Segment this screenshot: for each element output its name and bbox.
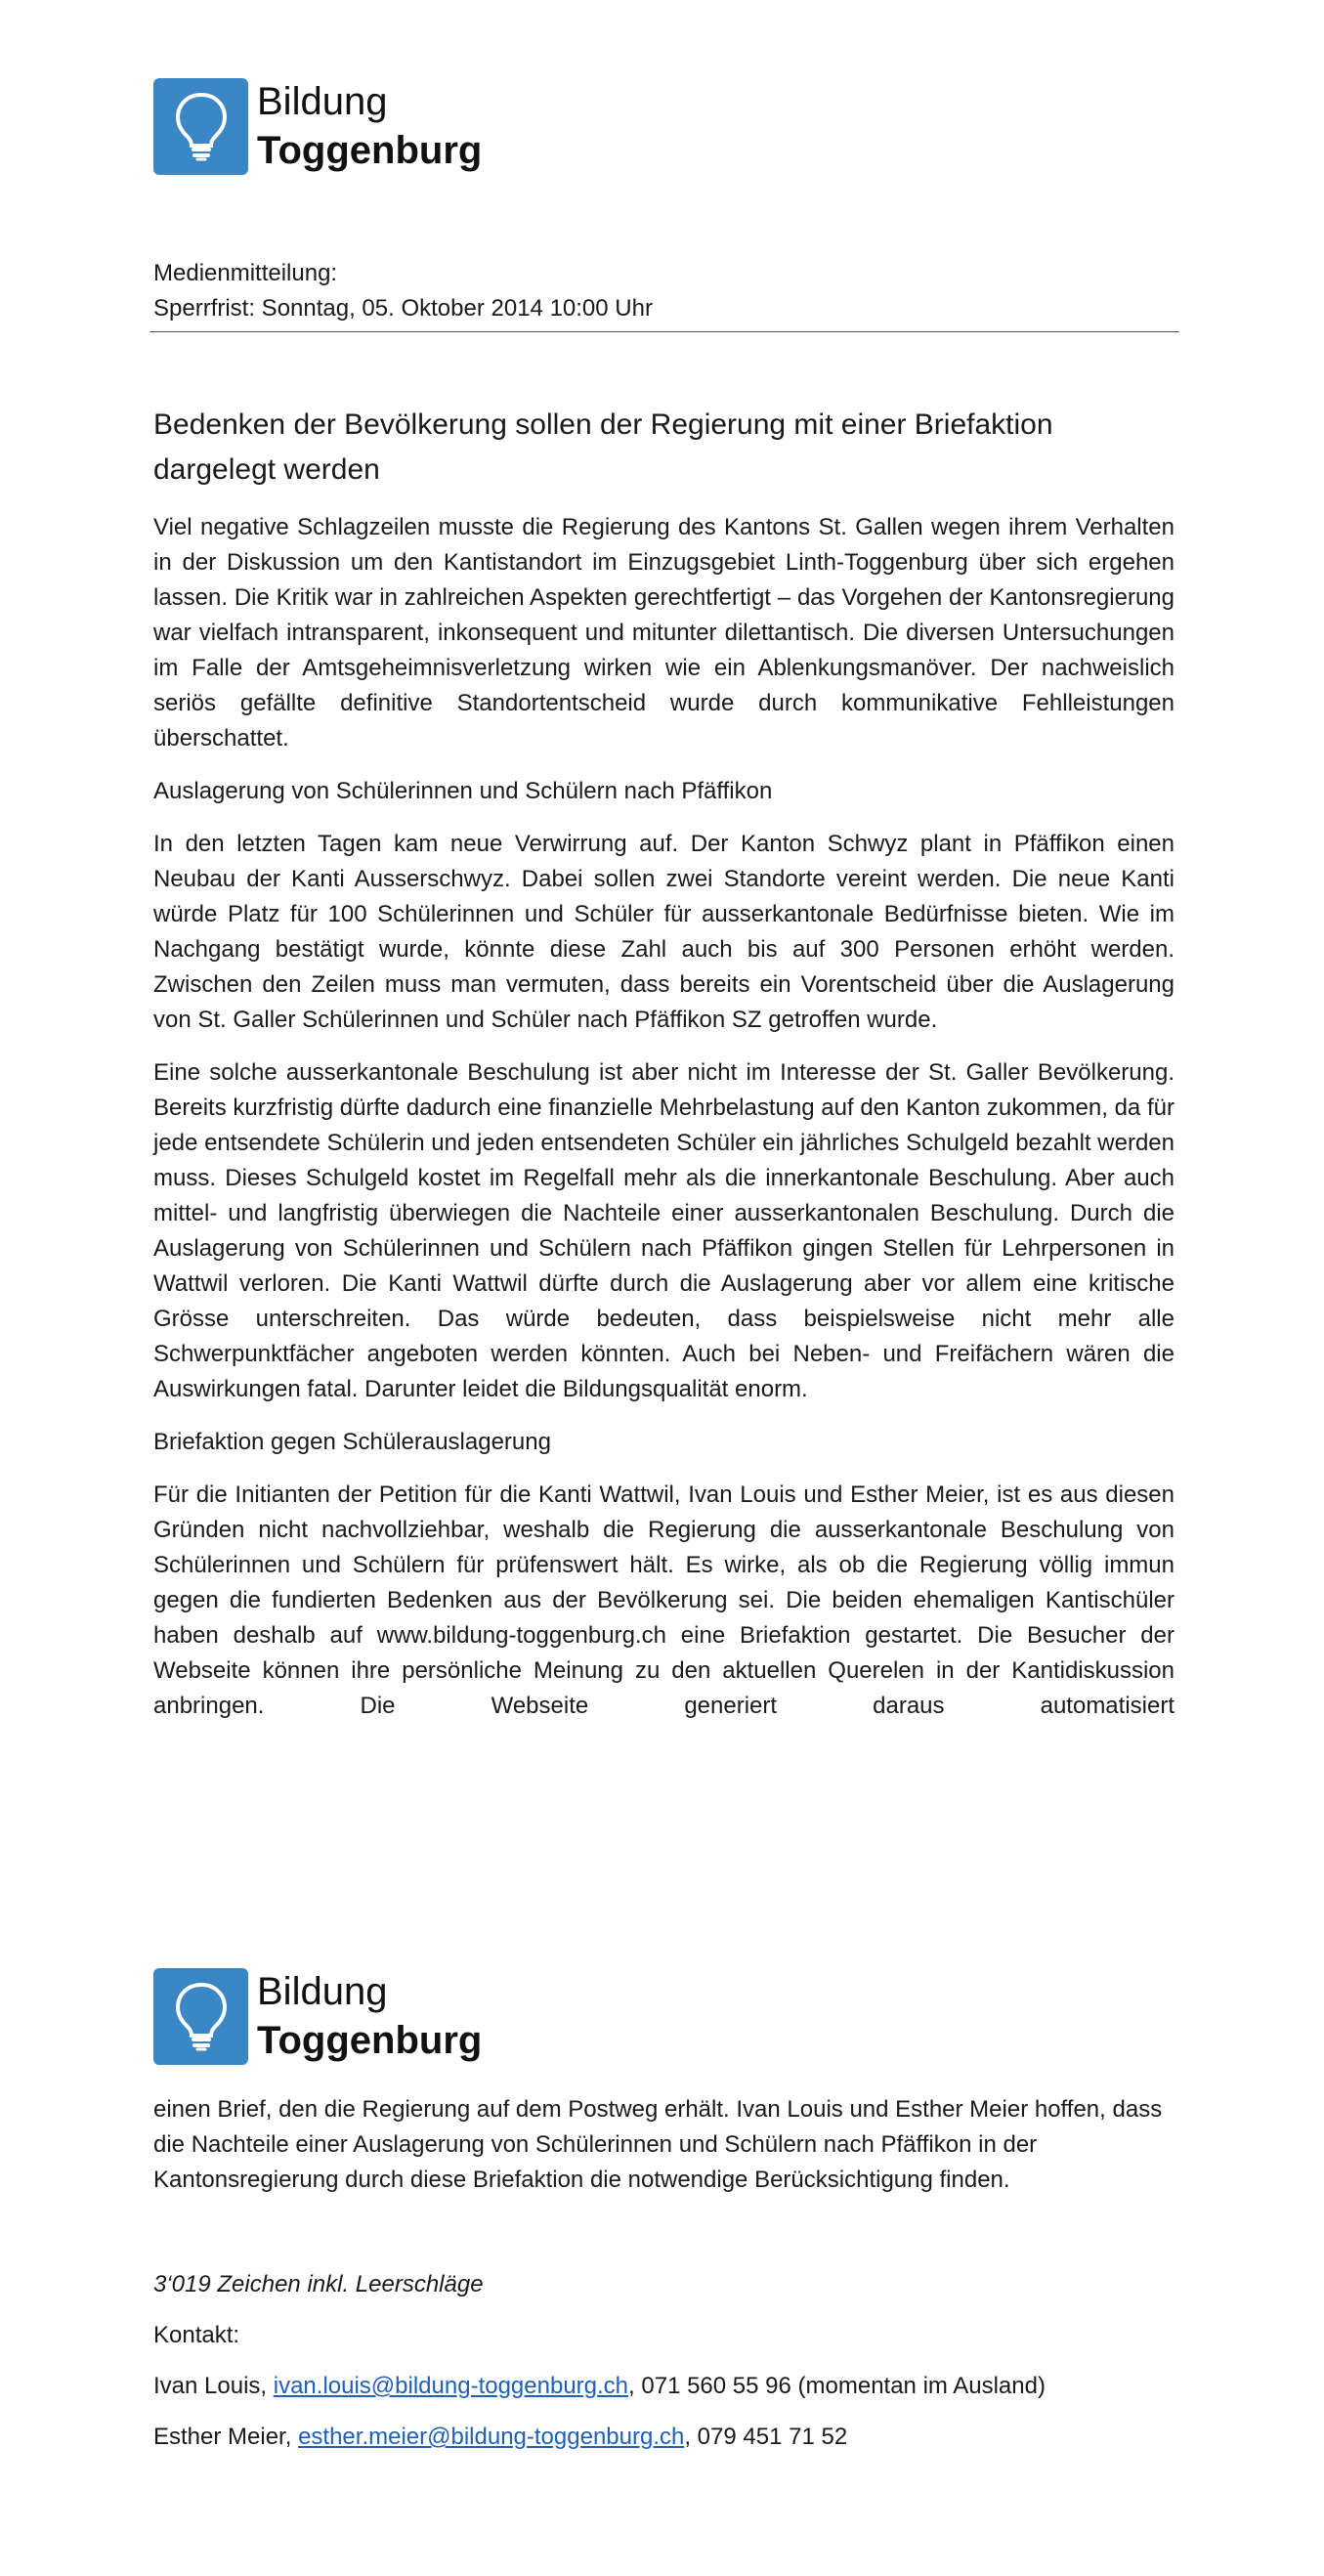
paragraph-beschulung: Eine solche ausserkantonale Beschulung ist aber nicht im Interesse der St. Galler Bevölkerung. Bereits kurzfristig dürfte dadurch eine finanzielle Mehrbelastung auf den Kanton zukommen, da für jede entsendete Schülerin und jeden entsendeten Schüler ein jährliches Schulgeld bezahlt werden muss. Dieses Schulgeld kostet im Regelfall mehr als die innerkantonale Beschulung. Aber auch mittel- und langfristig überwiegen die Nachteile einer ausserkantonalen Beschulung. Durch die Auslagerung von Schülerinnen und Schülern nach Pfäffikon gingen Stellen für Lehrpersonen in Wattwil verloren. Die Kanti Wattwil dürfte durch die Auslagerung aber vor allem eine kritische Grösse unterschreiten. Das würde bedeuten, dass beispielsweise nicht mehr alle Schwerpunktfächer angeboten werden könnten. Auch bei Neben- und Freifächern wären die Auswirkungen fatal. Darunter leidet die Bildungsqualität enorm. [153,1059,1175,1402]
contact-ivan [153,2369,1175,2404]
paragraph-intro: Viel negative Schlagzeilen musste die Regierung des Kantons St. Gallen wegen ihrem Verhalten in der Diskussion um den Kantistandort im Einzugsgebiet Linth-Toggenburg über sich ergehen lassen. Die Kritik war in zahlreichen Aspekten gerechtfertigt – das Vorgehen der Kantonsregierung war vielfach intransparent, inkonsequent und mitunter dilettantisch. Die diversen Untersuchungen im Falle der Amtsgeheimnisverletzung wirken wie ein Ablenkungsmanöver. Der nachweislich seriös gefällte definitive Standortentscheid wurde durch kommunikative Fehlleistungen überschattet. [153,514,1175,751]
article-title: Bedenken der Bevölkerung sollen der Regierung mit einer Briefaktion dargelegt werden [153,408,1053,486]
logo-line2: Toggenburg [257,129,483,172]
contact-esther [153,2420,1175,2455]
logo-line1: Bildung [257,1970,388,2013]
paragraph-initianten: Für die Initianten der Petition für die Kanti Wattwil, Ivan Louis und Esther Meier, ist es aus diesen Gründen nicht nachvollziehbar, weshalb die Regierung die ausserkantonale Beschulung von Schülerinnen und Schülern für prüfenswert hält. Es wirke, als ob die Regierung völlig immun gegen die fundierten Bedenken aus der Bevölkerung sei. Die beiden ehemaligen Kantischüler haben deshalb auf www.bildung-toggenburg.ch eine Briefaktion gestartet. Die Besucher der Webseite können ihre persönliche Meinung zu den aktuellen Querelen in der Kantidiskussion anbringen. Die Webseite generiert daraus automatisiert [153,1481,1175,1719]
logo-page2 [153,1967,482,2065]
paragraph-schwyz: In den letzten Tagen kam neue Verwirrung auf. Der Kanton Schwyz plant in Pfäffikon einen Neubau der Kanti Ausserschwyz. Dabei sollen zwei Standorte vereint werden. Die neue Kanti würde Platz für 100 Schülerinnen und Schüler für ausserkantonale Bedürfnisse bieten. Wie im Nachgang bestätigt wurde, könnte diese Zahl auch bis auf 300 Personen erhöht werden. Zwischen den Zeilen muss man vermuten, dass bereits ein Vorentscheid über die Auslagerung von St. Galler Schülerinnen und Schüler nach Pfäffikon SZ getroffen wurde. [153,831,1175,1033]
subheading-briefaktion: Briefaktion gegen Schülerauslagerung [153,1429,551,1455]
contact-esther-phone: , 079 451 71 52 [684,2424,848,2450]
article-body [153,403,1175,1741]
contact-label: Kontakt: [153,2322,240,2348]
lightbulb-icon [153,78,248,175]
paragraph-continuation: einen Brief, den die Regierung auf dem Postweg erhält. Ivan Louis und Esther Meier hoffen, dass die Nachteile einer Auslagerung von Schülerinnen und Schülern nach Pfäffikon in der Kantonsregierung durch diese Briefaktion die notwendige Berücksichtigung finden. [153,2096,1163,2193]
contact-ivan-name: Ivan Louis, [153,2373,274,2399]
contact-section [153,2267,1175,2472]
contact-ivan-phone: , 071 560 55 96 (momentan im Ausland) [628,2373,1046,2399]
contact-ivan-email[interactable]: ivan.louis@bildung-toggenburg.ch [273,2373,629,2399]
character-count: 3‘019 Zeichen inkl. Leerschläge [153,2271,484,2297]
logo-line1: Bildung [257,80,388,123]
subheading-auslagerung: Auslagerung von Schülerinnen und Schülern nach Pfäffikon [153,778,773,804]
logo [153,77,482,175]
embargo-line: Sperrfrist: Sonntag, 05. Oktober 2014 10:00 Uhr [153,295,653,322]
lightbulb-icon [153,1968,248,2065]
release-label: Medienmitteilung: [153,260,338,286]
contact-esther-email[interactable]: esther.meier@bildung-toggenburg.ch [298,2424,685,2450]
logo-line2: Toggenburg [257,2019,483,2062]
article-continuation [153,2092,1175,2215]
header-divider [149,331,1179,332]
contact-esther-name: Esther Meier, [153,2424,299,2450]
press-header [153,256,1179,326]
